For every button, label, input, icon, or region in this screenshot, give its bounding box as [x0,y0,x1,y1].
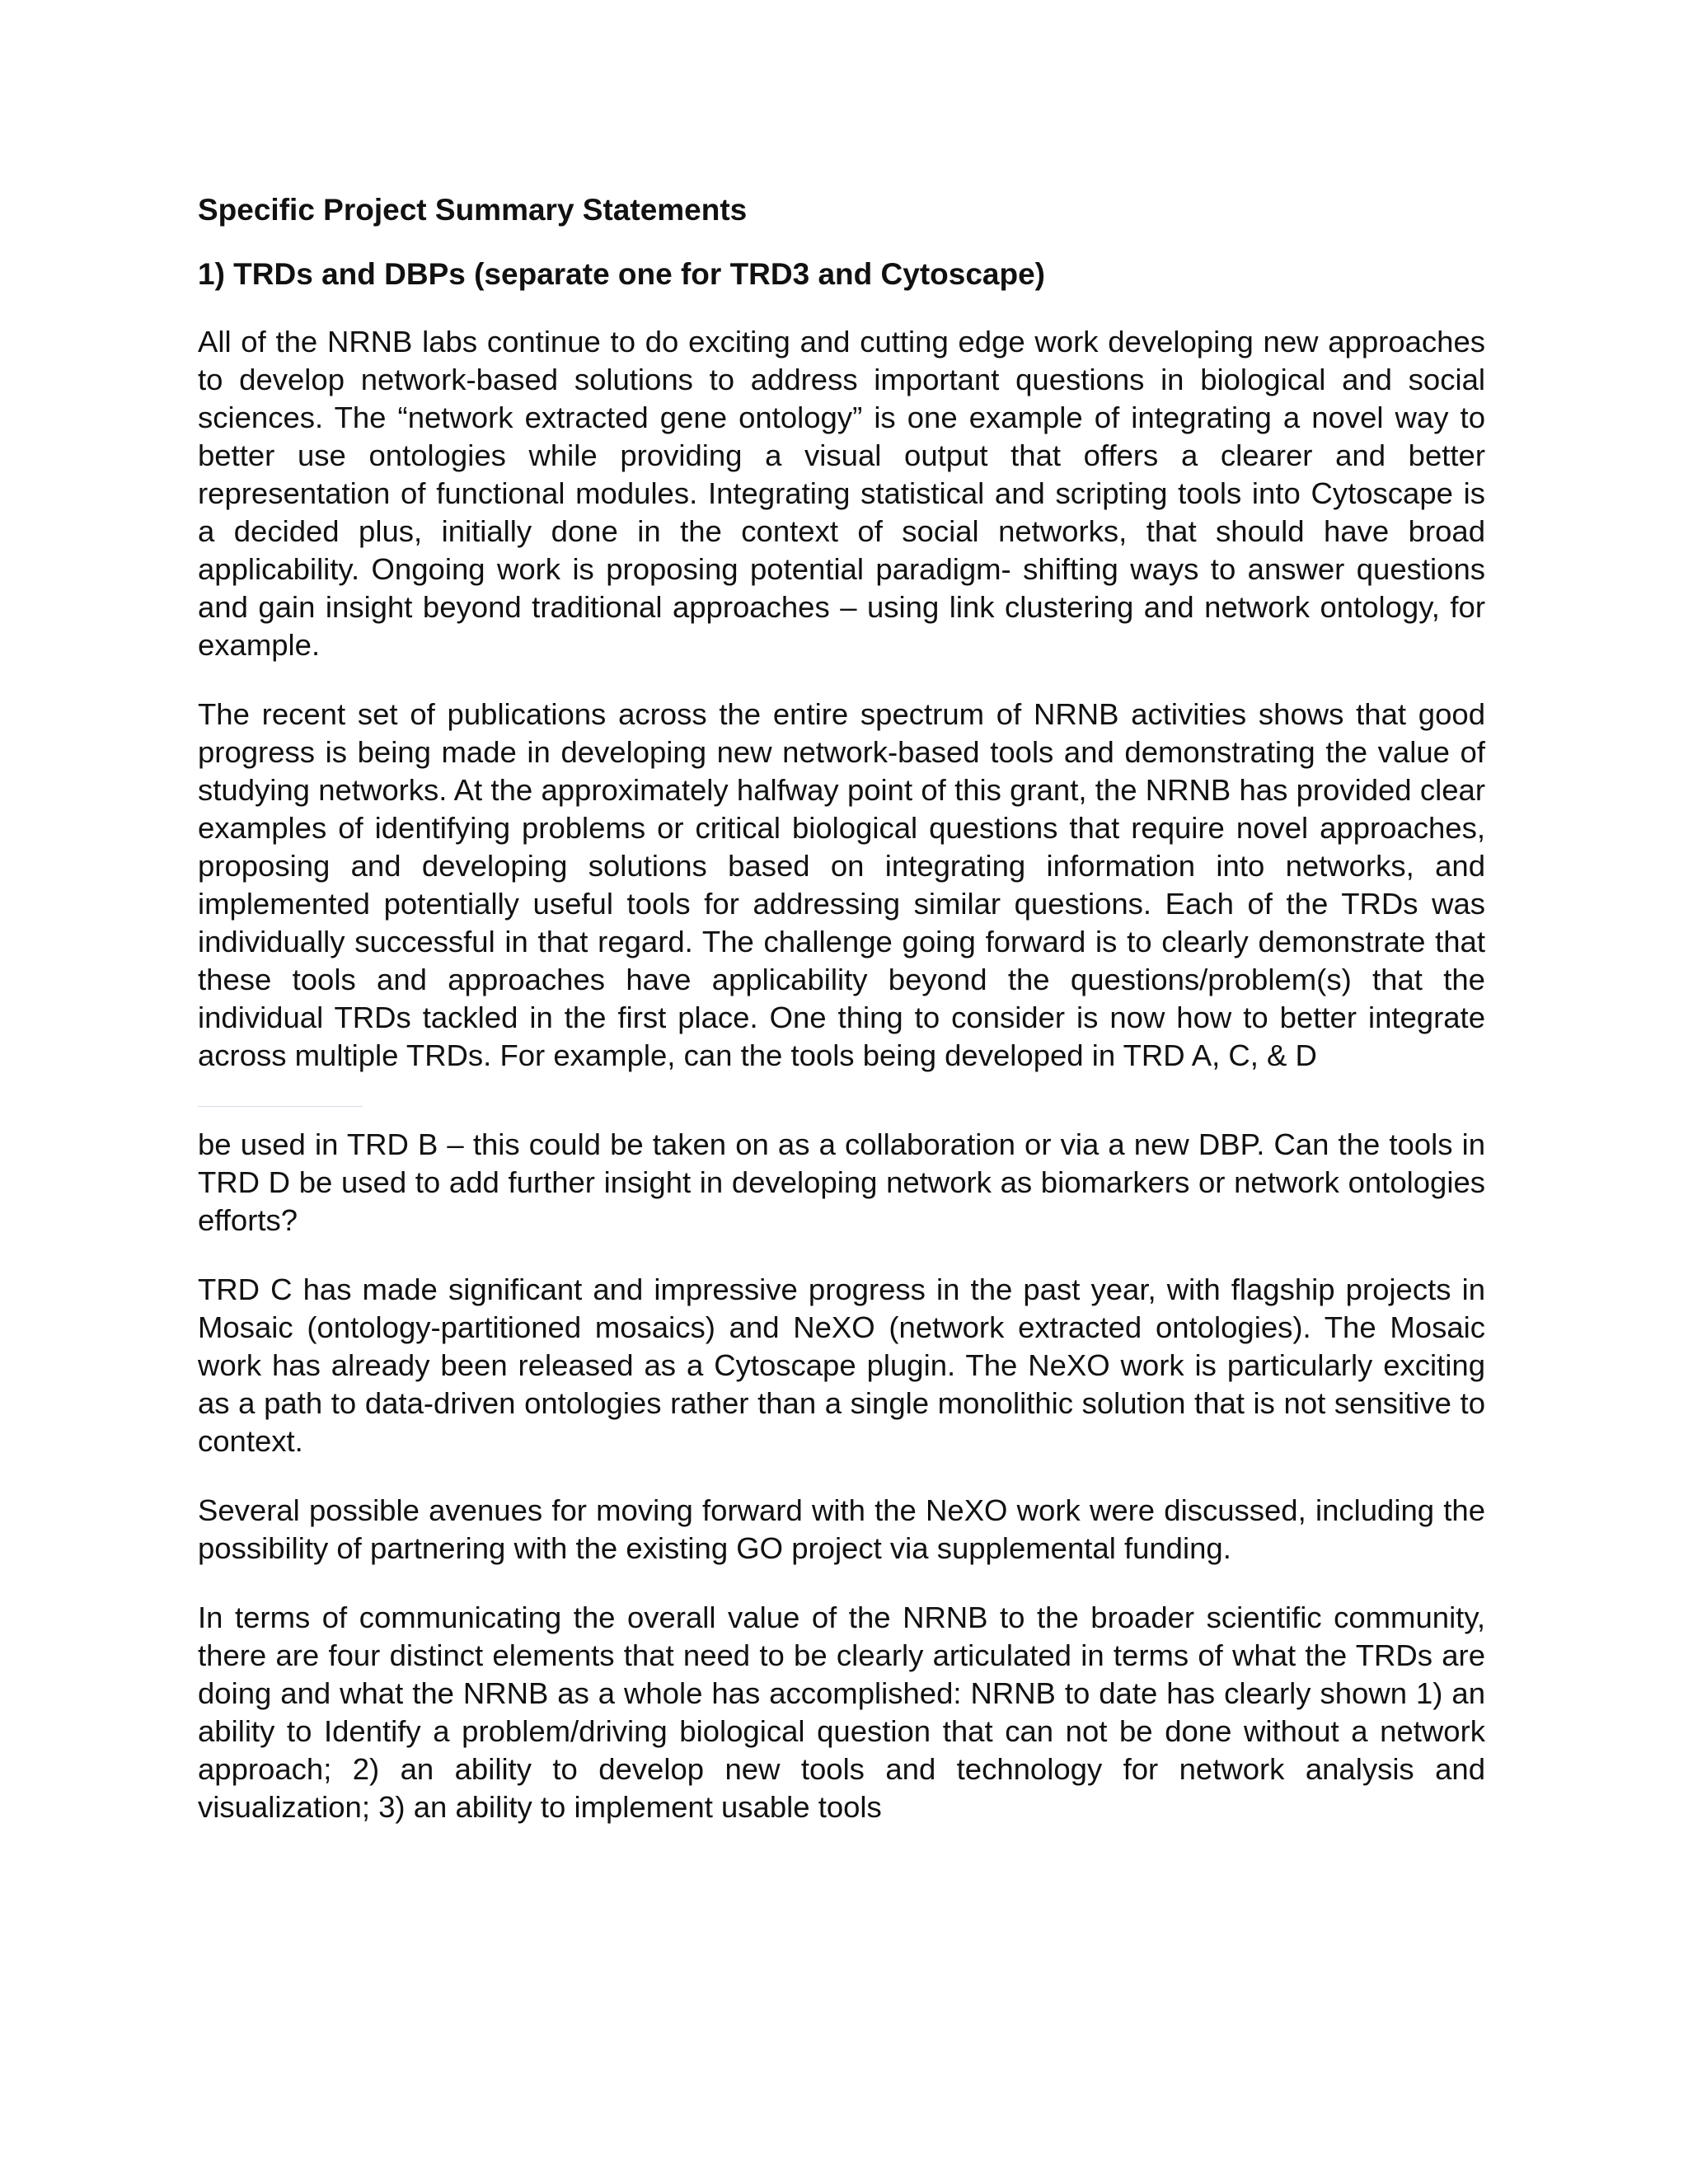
document-title: Specific Project Summary Statements [198,193,748,227]
paragraph-5: Several possible avenues for moving forward with the NeXO work were discussed, including the possibility of partnering with the existing GO project via supplemental funding. [198,1493,1485,1565]
paragraph-1: All of the NRNB labs continue to do exciting and cutting edge work developing new approaches to develop network-based solutions to address important questions in biological and social sciences. The “network extracted gene ontology” is one example of integrating a novel way to better use ontologies while providing a visual output that offers a clearer and better representation of functional modules. Integrating statistical and scripting tools into Cytoscape is a decided plus, initially done in the context of social networks, that should have broad applicability. Ongoing work is proposing potential paradigm- shifting ways to answer questions and gain insight beyond traditional approaches – using link clustering and network ontology, for example. [198,325,1485,662]
paragraph-3: be used in TRD B – this could be taken on as a collaboration or via a new DBP. Can the tools in TRD D be used to add further insight in developing network as biomarkers or network ontologies efforts? [198,1127,1485,1237]
page-break [198,1075,1485,1126]
paragraph-6: In terms of communicating the overall value of the NRNB to the broader scientific community, there are four distinct elements that need to be clearly articulated in terms of what the TRDs are doing and what the NRNB as a whole has accomplished: NRNB to date has clearly shown 1) an ability to Identify a problem/driving biological question that can not be done without a network approach; 2) an ability to develop new tools and technology for network analysis and visualization; 3) an ability to implement usable tools [198,1601,1485,1824]
paragraph-4: TRD C has made significant and impressive progress in the past year, with flagship projects in Mosaic (ontology-partitioned mosaics) and NeXO (network extracted ontologies). The Mosaic work has already been released as a Cytoscape plugin. The NeXO work is particularly exciting as a path to data-driven ontologies rather than a single monolithic solution that is not sensitive to context. [198,1272,1485,1458]
document-body [198,191,1485,1858]
footnote-separator [198,1106,363,1107]
section-heading: 1) TRDs and DBPs (separate one for TRD3 and Cytoscape) [198,257,1045,291]
paragraph-2: The recent set of publications across the entire spectrum of NRNB activities shows that good progress is being made in developing new network-based tools and demonstrating the value of studying networks. At the approximately halfway point of this grant, the NRNB has provided clear examples of identifying problems or critical biological questions that require novel approaches, proposing and developing solutions based on integrating information into networks, and implemented potentially useful tools for addressing similar questions. Each of the TRDs was individually successful in that regard. The challenge going forward is to clearly demonstrate that these tools and approaches have applicability beyond the questions/problem(s) that the individual TRDs tackled in the first place. One thing to consider is now how to better integrate across multiple TRDs. For example, can the tools being developed in TRD A, C, & D [198,697,1485,1072]
